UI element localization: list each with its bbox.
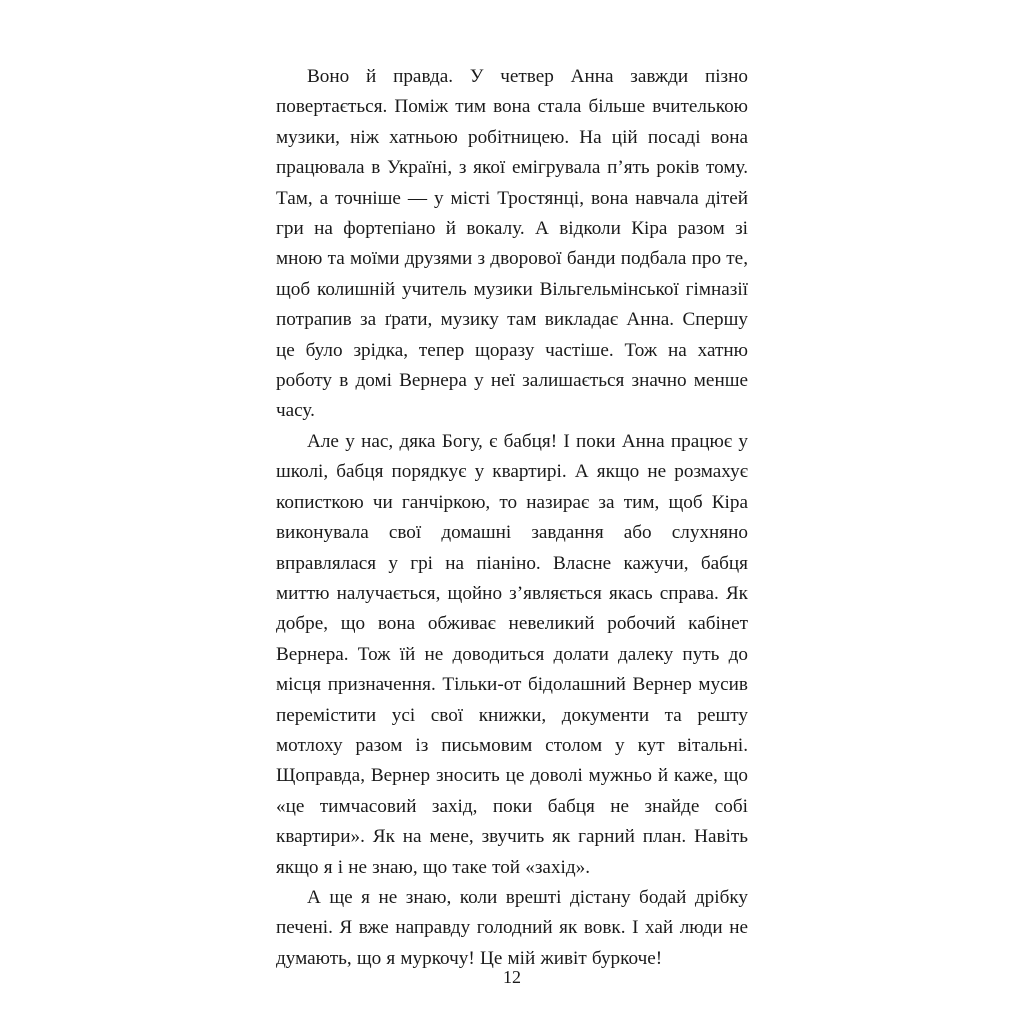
body-text-column [276, 62, 748, 974]
page-number: 12 [503, 967, 521, 987]
paragraph: Воно й правда. У четвер Анна завжди пізно повертається. Поміж тим вона стала більше вчителькою музики, ніж хатньою робітницею. На цій посаді вона працювала в Україні, з якої емігрувала п’ять років тому. Там, а точніше — у місті Тростянці, вона навчала дітей гри на фортепіано й вокалу. А відколи Кіра разом зі мною та моїми друзями з дворової банди подбала про те, щоб колишній учитель музики Вільгельмінської гімназії потрапив за ґрати, музику там викладає Анна. Спершу це було зрідка, тепер щоразу частіше. Тож на хатню роботу в домі Вернера у неї залишається значно менше часу. [276, 66, 748, 422]
paragraph: А ще я не знаю, коли врешті дістану бодай дрібку печені. Я вже направду голодний як вовк. І хай люди не думають, що я муркочу! Це мій живіт буркоче! [276, 886, 748, 969]
paragraph: Але у нас, дяка Богу, є бабця! І поки Анна працює у школі, бабця порядкує у квартирі. А якщо не розмахує кописткою чи ганчіркою, то назирає за тим, щоб Кіра виконувала свої домашні завдання або слухняно вправлялася у грі на піаніно. Власне кажучи, бабця миттю налучається, щойно з’являється якась справа. Як добре, що вона обживає невеликий робочий кабінет Вернера. Тож їй не доводиться долати далеку путь до місця призначення. Тільки-от бідолашний Вернер мусив перемістити усі свої книжки, документи та решту мотлоху разом із письмовим столом у кут вітальні. Щоправда, Вернер зносить це доволі мужньо й каже, що «це тимчасовий захід, поки бабця не знайде собі квартири». Як на мене, звучить як гарний план. Навіть якщо я і не знаю, що таке той «захід». [276, 430, 748, 878]
